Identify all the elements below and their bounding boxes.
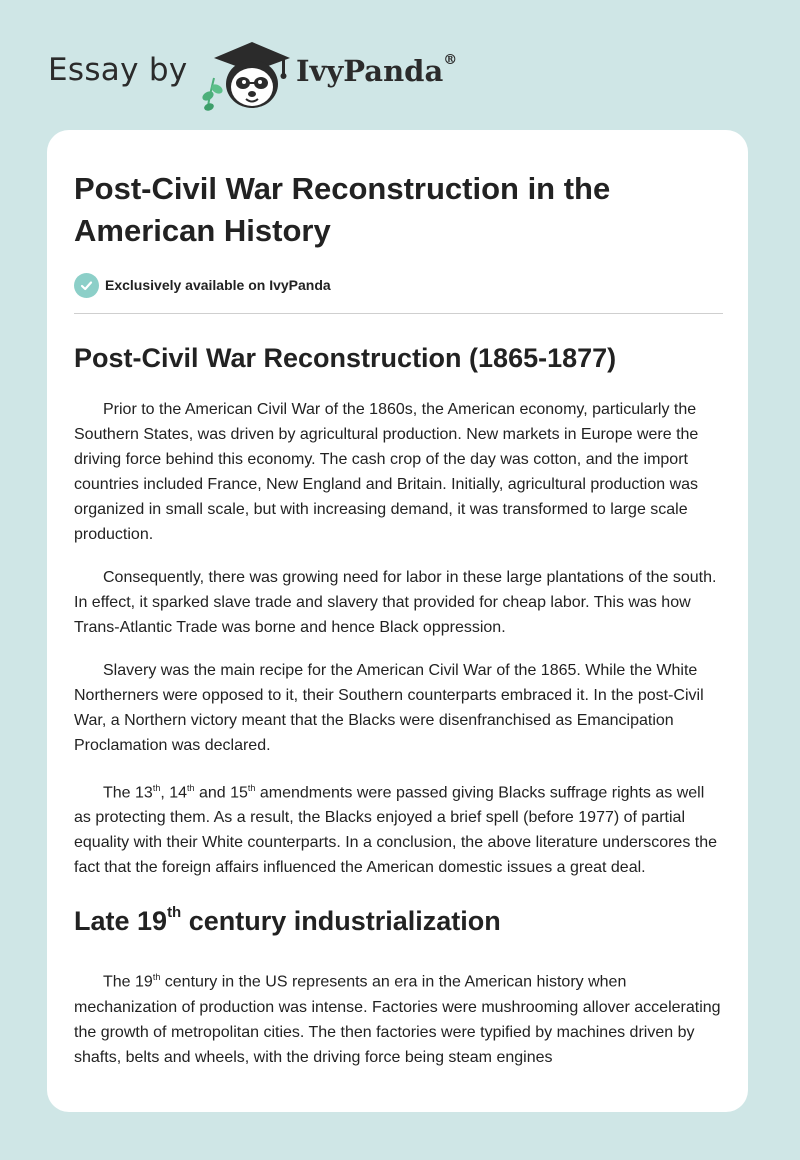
brand-name[interactable] (296, 54, 457, 88)
divider (74, 313, 723, 314)
heading2-sup: th (167, 904, 182, 922)
p4-text-2: , 14 (160, 784, 188, 802)
p4-sup-1: th (152, 783, 161, 793)
paragraph-3: Slavery was the main recipe for the American Civil War of the 1865. While the White Northerners were opposed to it, their Southern counterparts embraced it. In the post-Civil War, a Northern victory meant that the Blacks were disenfranchised as Emancipation Proclamation was declared. (74, 662, 704, 754)
essay-card (47, 130, 748, 1112)
p4-text-4: amendments were passed giving Blacks suffrage rights as well as protecting them. As a result, the Blacks enjoyed a brief spell (before 1977) of partial equality with their White counterparts. In a conclusion, the above literature underscores the fact that the foreign affairs influenced the American domestic issues a great deal. (74, 784, 718, 877)
heading2-text-2: century industrialization (181, 906, 501, 937)
p4-sup-2: th (187, 783, 195, 793)
site-header (48, 30, 548, 110)
p5-text-2: century in the US represents an era in the American history when mechanization of production was intense. Factories were mushrooming allover accelerating the growth of metropolitan cities. The then factories were typified by machines driven by shafts, belts and wheels, with the driving force being steam engines (74, 973, 721, 1066)
registered-mark: ® (443, 52, 458, 68)
section-heading-industrialization (74, 898, 722, 939)
section-heading-reconstruction: Post-Civil War Reconstruction (1865-1877) (74, 343, 617, 373)
paragraph-4 (74, 776, 724, 880)
p5-text-1: The 19 (103, 973, 153, 991)
brand-name-text: IvyPanda (296, 54, 444, 88)
exclusive-label: Exclusively available on IvyPanda (105, 277, 331, 293)
essay-title: Post-Civil War Reconstruction in the American History (74, 171, 611, 248)
heading2-text-1: Late 19 (74, 906, 168, 937)
p4-sup-3: th (247, 783, 256, 793)
exclusive-badge-row (74, 272, 722, 298)
p4-text-1: The 13 (103, 784, 153, 802)
essay-by-label: Essay by (48, 52, 188, 88)
paragraph-2: Consequently, there was growing need for labor in these large plantations of the south. In effect, it sparked slave trade and slavery that provided for cheap labor. This was how Trans-Atlantic Trade was borne and hence Black oppression. (74, 569, 717, 636)
paragraph-5 (74, 965, 724, 1069)
ivypanda-logo-icon[interactable] (200, 36, 292, 112)
paragraph-1: Prior to the American Civil War of the 1860s, the American economy, particularly the Southern States, was driven by agricultural production. New markets in Europe were the driving force behind this economy. The cash crop of the day was cotton, and the import countries included France, New England and Britain. Initially, agricultural production was organized in small scale, but with increasing demand, it was transformed to large scale production. (74, 401, 699, 543)
p5-sup-1: th (152, 972, 161, 983)
p4-text-3: and 15 (194, 784, 248, 802)
check-icon (74, 273, 99, 298)
